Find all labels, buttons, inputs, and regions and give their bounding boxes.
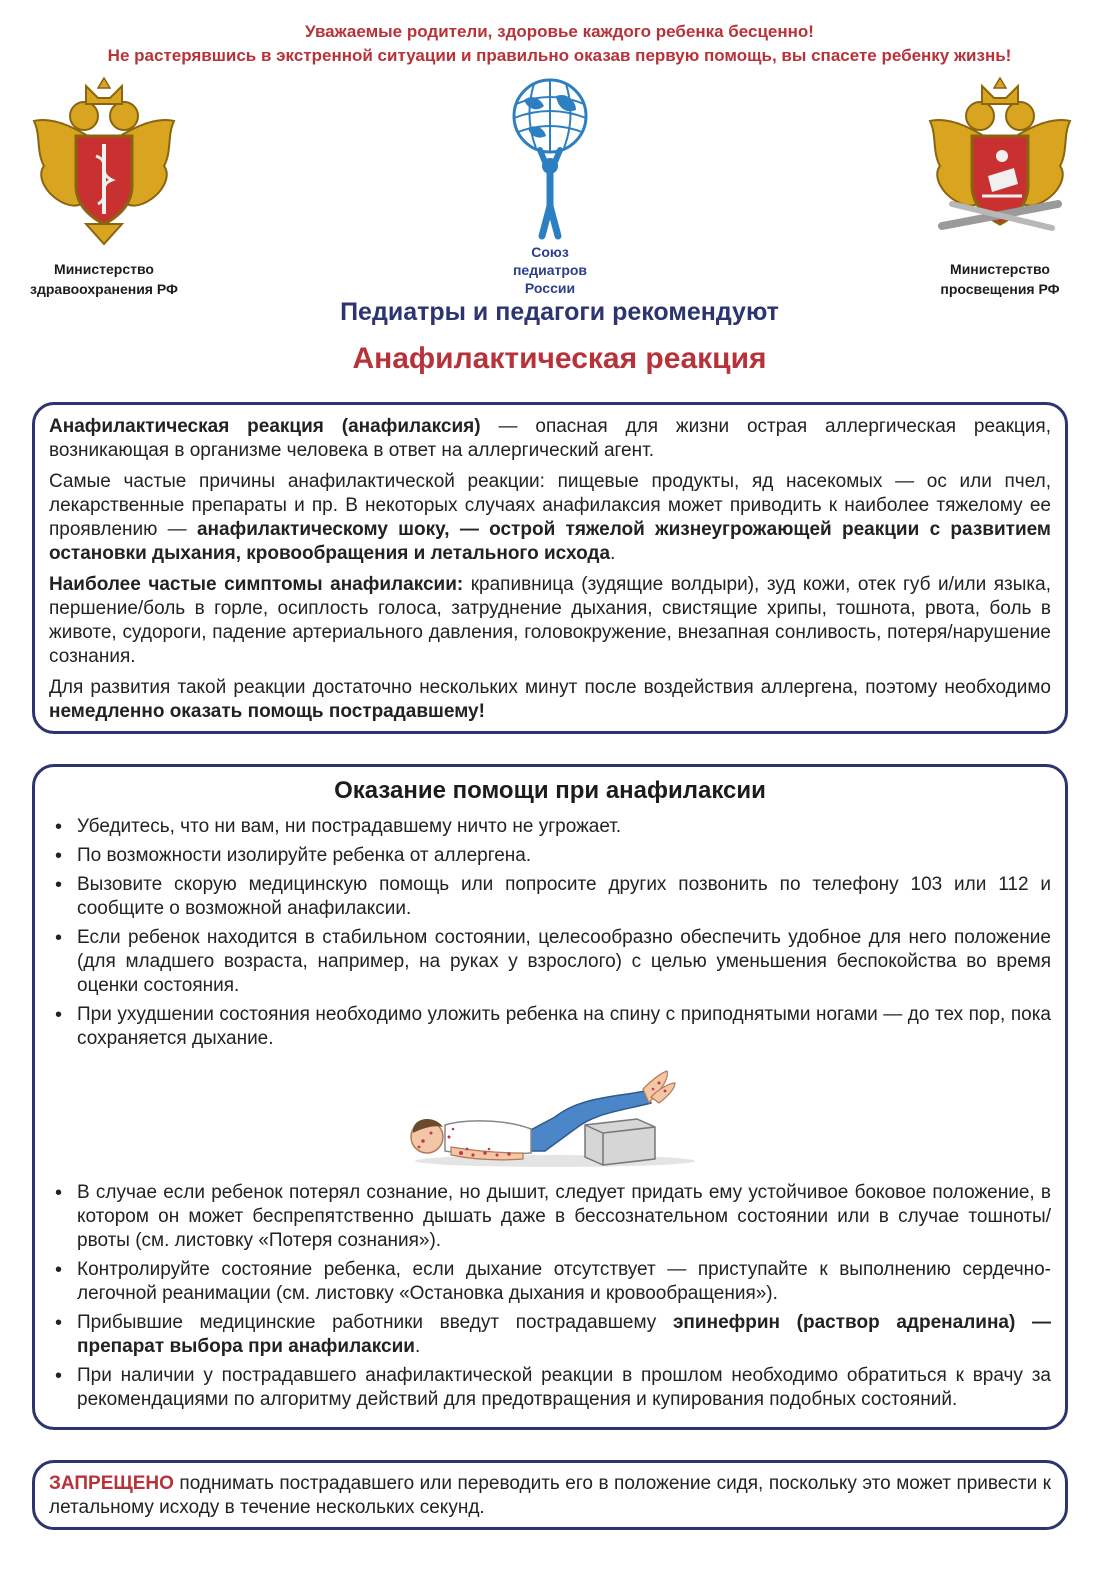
list-item: • При ухудшении состояния необходимо уложить ребенка на спину с приподнятыми ногами — до тех пор, пока сохраняется дыхание.: [49, 1003, 1051, 1051]
page-title: Анафилактическая реакция: [352, 342, 767, 375]
intro-paragraph-symptoms: Наиболее частые симптомы анафилаксии: крапивница (зудящие волдыри), зуд кожи, отек губ и/или языка, першение/боль в горле, осиплость голоса, затруднение дыхания, свистящие хрипы, тошнота, рвота, боль в животе, судороги, падение артериального давления, головокружение, внезапная сонливость, потеря/нарушение сознания.: [49, 574, 1051, 667]
list-item: • Прибывшие медицинские работники введут пострадавшему эпинефрин (раствор адреналина) — препарат выбора при анафилаксии.: [49, 1311, 1051, 1359]
appeal-line-2: Не растерявшись в экстренной ситуации и правильно оказав первую помощь, вы спасете ребенку жизнь!: [107, 46, 1012, 65]
list-item: • Убедитесь, что ни вам, ни пострадавшему ничто не угрожает.: [49, 815, 1051, 839]
help-list-bottom: [49, 1181, 1051, 1412]
page-subtitle: Педиатры и педагоги рекомендуют: [340, 298, 779, 326]
list-item: • Контролируйте состояние ребенка, если дыхание отсутствует — приступайте к выполнению сердечно-легочной реанимации (см. листовку «Остановка дыхания и кровообращения»).: [49, 1258, 1051, 1306]
union-pediatricians-logo-icon: [506, 76, 594, 244]
union-pediatricians-caption: Союз педиатров России: [512, 244, 588, 296]
intro-paragraph-definition: Анафилактическая реакция (анафилаксия) — опасная для жизни острая аллергическая реакция, возникающая в организме человека в ответ на аллергический агент.: [49, 416, 1051, 461]
ministry-health-emblem-icon: [26, 76, 182, 248]
list-item: • Вызовите скорую медицинскую помощь или попросите других позвонить по телефону 103 или 112 и сообщите о возможной анафилаксии.: [49, 873, 1051, 921]
intro-box: [32, 402, 1068, 734]
warning-text: ЗАПРЕЩЕНО поднимать пострадавшего или переводить его в положение сидя, поскольку это может привести к летальному исходу в течение нескольких секунд.: [49, 1473, 1051, 1518]
intro-paragraph-causes: Самые частые причины анафилактической реакции: пищевые продукты, яд насекомых — ос или пчел, лекарственные препараты и пр. В некоторых случаях анафилаксия может приводить к наиболее тяжелому ее проявлению — анафилактическому шоку, — острой тяжелой жизнеугрожающей реакции с развитием остановки дыхания, кровообращения и летального исхода.: [49, 471, 1051, 564]
help-list-top: [49, 815, 1051, 1051]
list-item: • В случае если ребенок потерял сознание, но дышит, следует придать ему устойчивое боковое положение, в котором он может беспрепятственно дышать даже в бессознательном состоянии или в случае тошноты/рвоты (см. листовку «Потеря сознания»).: [49, 1181, 1051, 1253]
intro-paragraph-urgency: Для развития такой реакции достаточно нескольких минут после воздействия аллергена, поэтому необходимо немедленно оказать помощь пострадавшему!: [49, 677, 1051, 722]
appeal-line-1: Уважаемые родители, здоровье каждого ребенка бесценно!: [305, 22, 814, 41]
child-lying-legs-raised-illustration-icon: [405, 1067, 695, 1171]
ministry-health-caption: Министерство здравоохранения РФ: [30, 261, 178, 297]
list-item: • При наличии у пострадавшего анафилактической реакции в прошлом необходимо обратиться к врачу за рекомендациями по алгоритму действий для предотвращения и купирования подобных состояний.: [49, 1364, 1051, 1412]
ministry-education-caption: Министерство просвещения РФ: [940, 261, 1060, 297]
help-box: [32, 764, 1068, 1430]
list-item: • Если ребенок находится в стабильном состоянии, целесообразно обеспечить удобное для него положение (для младшего возраста, например, на руках у взрослого) с целью уменьшения беспокойства во время оценки состояния.: [49, 926, 1051, 998]
warning-box: [32, 1460, 1068, 1530]
ministry-education-emblem-icon: [922, 76, 1078, 248]
list-item: • По возможности изолируйте ребенка от аллергена.: [49, 844, 1051, 868]
help-title: Оказание помощи при анафилаксии: [334, 777, 766, 804]
